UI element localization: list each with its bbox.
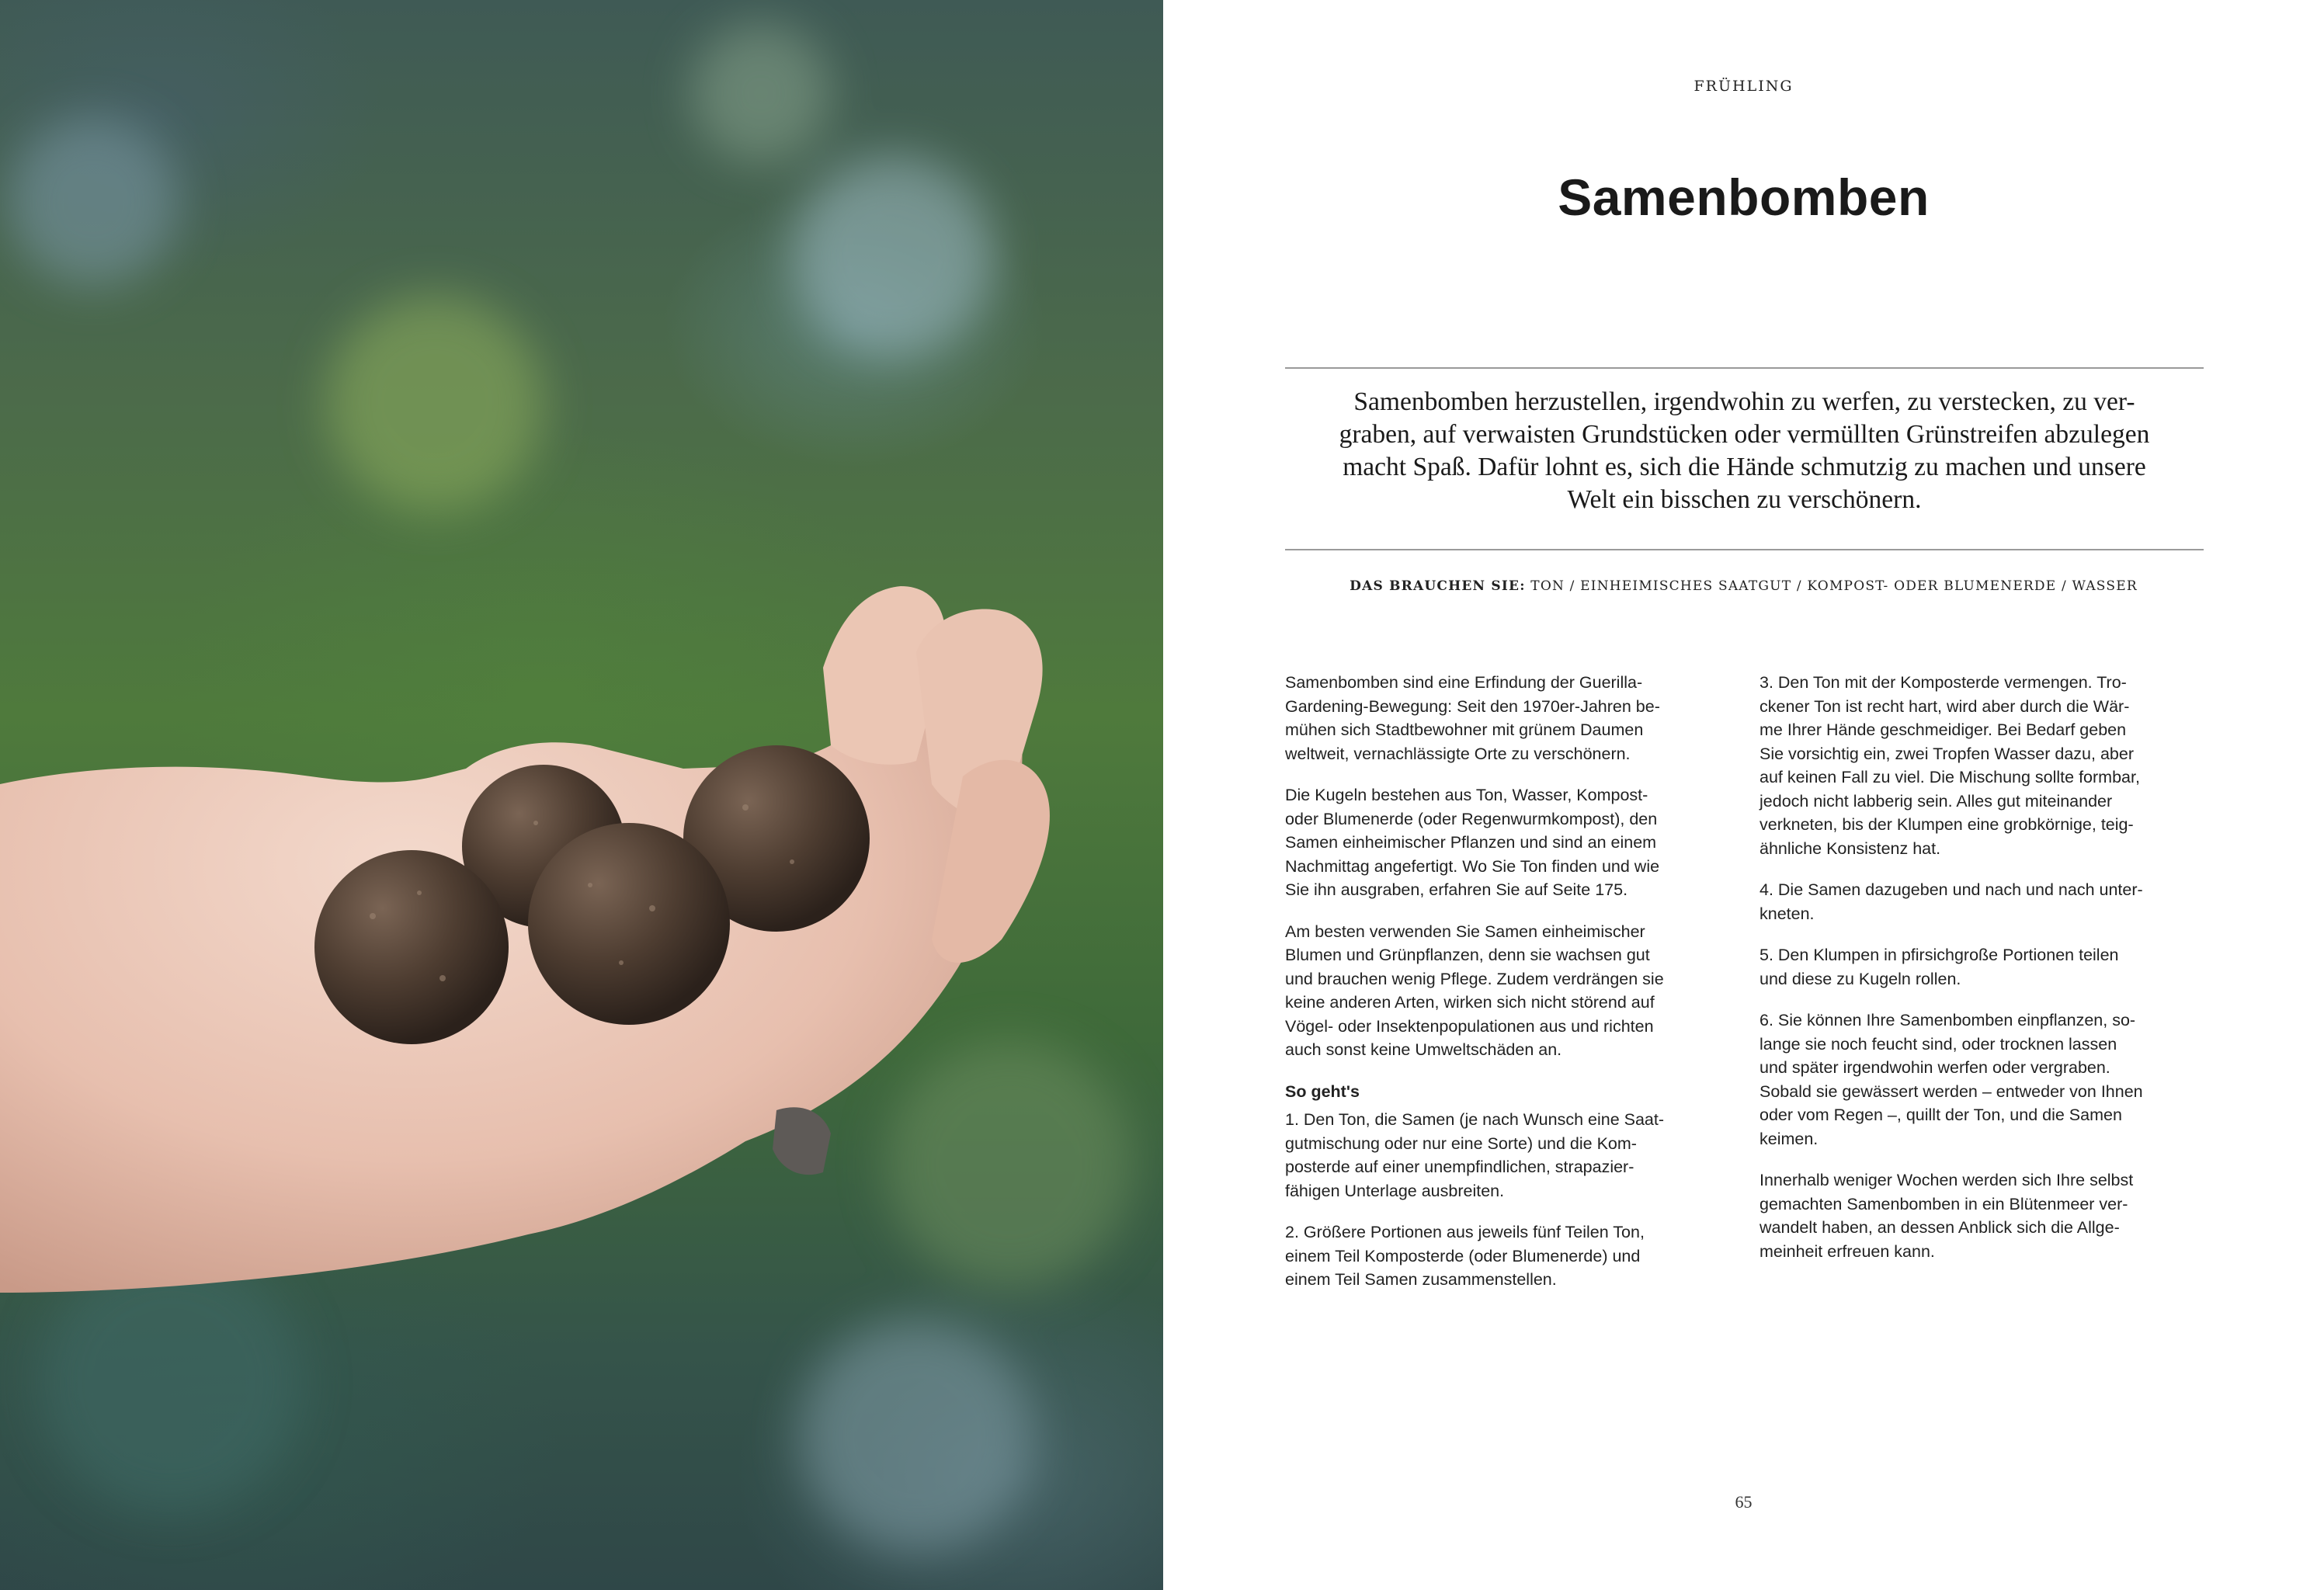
step-4 [1760, 878, 2194, 925]
materials-items: TON / EINHEIMISCHES SAATGUT / KOMPOST- ODER BLUMENERDE / WASSER [1530, 578, 2138, 594]
intro-line: macht Spaß. Dafür lohnt es, sich die Hände schmutzig zu machen und unsere [1343, 453, 2146, 481]
text-column-right [1760, 671, 2194, 1281]
text-line: mühen sich Stadtbewohner mit grünem Daumen [1285, 720, 1644, 739]
text-line: Die Kugeln bestehen aus Ton, Wasser, Kompost- [1285, 786, 1648, 804]
text-line: und später irgendwohin werfen oder vergraben. [1760, 1058, 2110, 1077]
text-line: und brauchen wenig Pflege. Zudem verdrängen sie [1285, 969, 1664, 988]
paragraph [1285, 920, 1720, 1062]
step-5 [1760, 943, 2194, 991]
page-title: Samenbomben [1558, 168, 1930, 226]
text-line: 1. Den Ton, die Samen (je nach Wunsch eine Saat- [1285, 1110, 1665, 1129]
text-line: Blumen und Grünpflanzen, denn sie wachsen gut [1285, 946, 1650, 964]
step-2 [1285, 1220, 1720, 1292]
text-column-left [1285, 671, 1720, 1310]
text-line: ähnliche Konsistenz hat. [1760, 838, 1941, 858]
text-line: einem Teil Samen zusammenstellen. [1285, 1270, 1557, 1289]
text-line: Vögel- oder Insektenpopulationen aus und richten [1285, 1016, 1654, 1036]
text-line: posterde auf einer unempfindlichen, strapazier- [1285, 1158, 1634, 1176]
page-number: 65 [1735, 1492, 1753, 1512]
text-page [1163, 0, 2324, 1590]
intro-line: Samenbomben herzustellen, irgendwohin zu werfen, zu verstecken, zu ver- [1353, 387, 2135, 416]
text-line: keimen. [1760, 1129, 1819, 1148]
text-line: auch sonst keine Umweltschäden an. [1285, 1040, 1562, 1059]
running-head: FRÜHLING [1693, 78, 1794, 95]
materials-list [1163, 578, 2324, 594]
text-line: Nachmittag angefertigt. Wo Sie Ton finden und wie [1285, 856, 1660, 876]
step-1 [1285, 1108, 1720, 1203]
paragraph [1285, 671, 1720, 765]
text-line: Innerhalb weniger Wochen werden sich Ihre selbst [1760, 1171, 2134, 1189]
step-3 [1760, 671, 2194, 860]
text-line: 6. Sie können Ihre Samenbomben einpflanzen, so- [1760, 1011, 2136, 1029]
text-line: 5. Den Klumpen in pfirsichgroße Portionen teilen [1760, 946, 2119, 964]
text-line: jedoch nicht labberig sein. Alles gut miteinander [1760, 791, 2113, 811]
text-line: weltweit, vernachlässigte Orte zu verschönern. [1285, 744, 1631, 763]
text-line: Am besten verwenden Sie Samen einheimischer [1285, 922, 1645, 941]
text-line: auf keinen Fall zu viel. Die Mischung sollte formbar, [1760, 768, 2140, 786]
text-line: Samenbomben sind eine Erfindung der Guerilla- [1285, 673, 1643, 692]
text-line: einem Teil Komposterde (oder Blumenerde) und [1285, 1246, 1641, 1265]
divider-bottom [1285, 549, 2204, 550]
text-line: 4. Die Samen dazugeben und nach und nach unter- [1760, 880, 2143, 899]
section-heading: So geht's [1285, 1081, 1360, 1101]
text-line: wandelt haben, an dessen Anblick sich die Allge- [1760, 1218, 2120, 1237]
text-line: Samen einheimischer Pflanzen und sind an einem [1285, 833, 1657, 852]
text-line: Sie ihn ausgraben, erfahren Sie auf Seite 175. [1285, 880, 1628, 899]
text-line: 2. Größere Portionen aus jeweils fünf Teilen Ton, [1285, 1223, 1645, 1241]
text-line: Gardening-Bewegung: Seit den 1970er-Jahren be- [1285, 696, 1660, 716]
text-line: keine anderen Arten, wirken sich nicht störend auf [1285, 993, 1655, 1012]
text-line: Sobald sie gewässert werden – entweder von Ihnen [1760, 1081, 2143, 1101]
text-line: 3. Den Ton mit der Komposterde vermengen. Tro- [1760, 673, 2127, 692]
text-line: me Ihrer Hände geschmeidiger. Bei Bedarf geben [1760, 720, 2127, 739]
text-line: meinheit erfreuen kann. [1760, 1241, 1935, 1261]
paragraph [1285, 783, 1720, 902]
materials-label: DAS BRAUCHEN SIE: [1350, 578, 1526, 594]
closing-paragraph [1760, 1168, 2194, 1263]
text-line: gemachten Samenbomben in ein Blütenmeer ver- [1760, 1194, 2128, 1213]
text-line: lange sie noch feucht sind, oder trocknen lassen [1760, 1034, 2117, 1054]
intro-paragraph [1285, 386, 2204, 516]
intro-line: graben, auf verwaisten Grundstücken oder vermüllten Grünstreifen abzulegen [1339, 420, 2150, 449]
divider-top [1285, 367, 2204, 369]
text-line: gutmischung oder nur eine Sorte) und die Kom- [1285, 1133, 1637, 1153]
text-line: ckener Ton ist recht hart, wird aber durch die Wär- [1760, 696, 2130, 716]
text-line: kneten. [1760, 904, 1815, 923]
text-line: fähigen Unterlage ausbreiten. [1285, 1181, 1505, 1200]
intro-line: Welt ein bisschen zu verschönern. [1567, 485, 1922, 514]
text-line: und diese zu Kugeln rollen. [1760, 969, 1961, 988]
text-line: oder vom Regen –, quillt der Ton, und die Samen [1760, 1106, 2122, 1124]
text-line: oder Blumenerde (oder Regenwurmkompost), den [1285, 809, 1658, 828]
step-6 [1760, 1009, 2194, 1151]
text-line: verkneten, bis der Klumpen eine grobkörnige, teig- [1760, 815, 2134, 834]
text-line: Sie vorsichtig ein, zwei Tropfen Wasser dazu, aber [1760, 744, 2134, 763]
